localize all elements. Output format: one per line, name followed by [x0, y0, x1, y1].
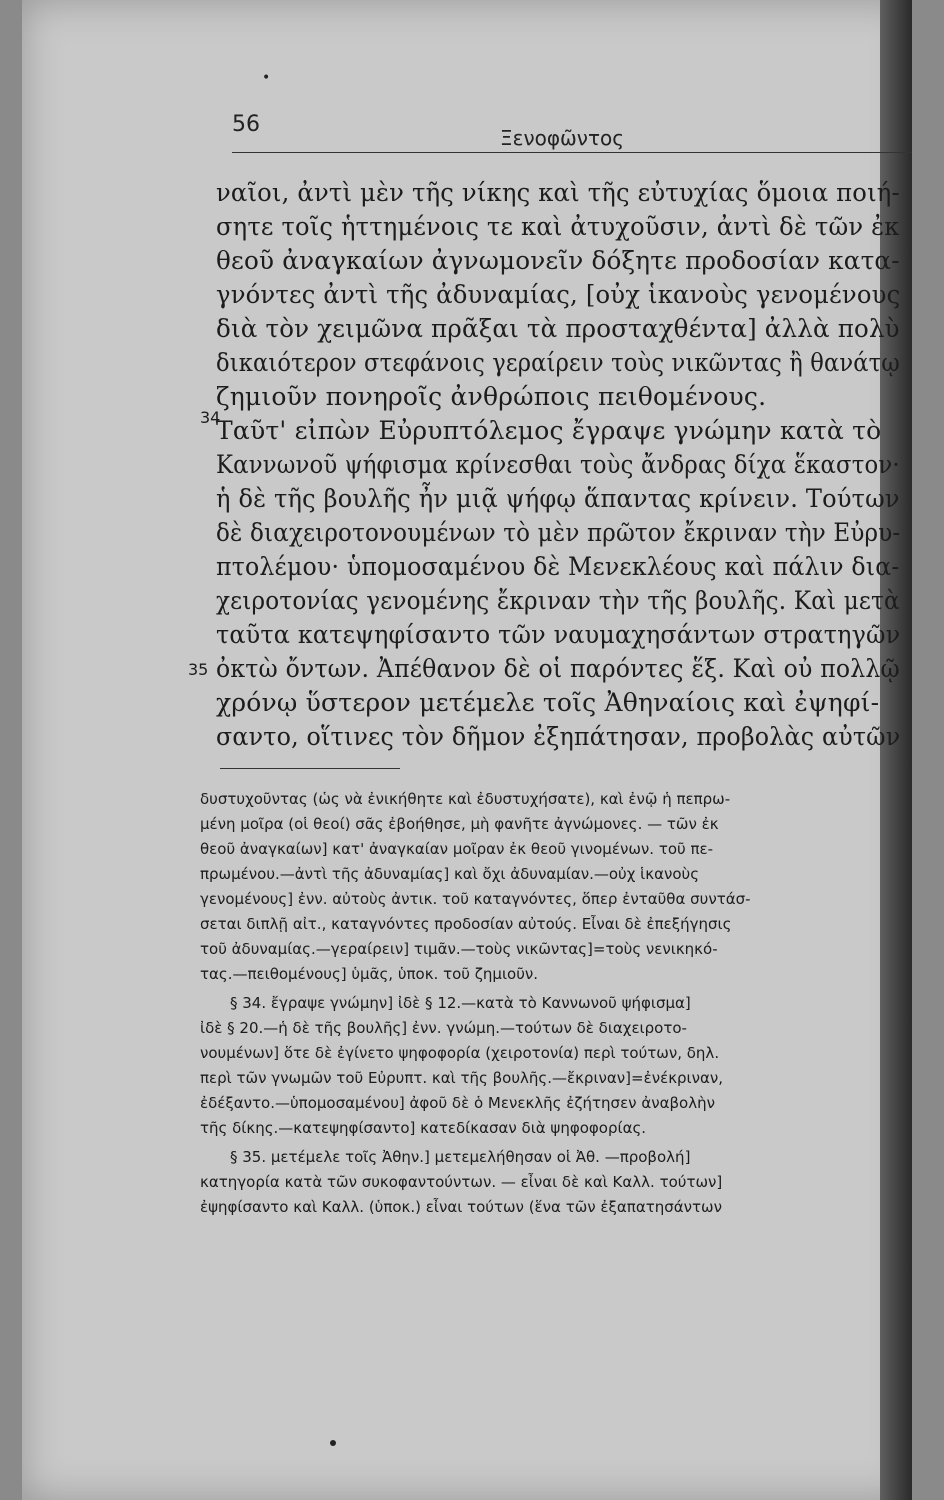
note-line: μένη μοῖρα (οἱ θεοί) σᾶς ἐβοήθησε, μὴ φανῆτε ἀγνώμονες. — τῶν ἐκ [200, 815, 719, 833]
main-line: γνόντες ἀντὶ τῆς ἀδυναμίας, [οὐχ ἱκανοὺς γενομένους [216, 280, 901, 309]
note-line: πρωμένου.—ἀντὶ τῆς ἀδυναμίας] καὶ ὄχι ἀδυναμίαν.—οὐχ ἱκανοὺς [200, 865, 700, 883]
main-line: δικαιότερον στεφάνοις γεραίρειν τοὺς νικῶντας ἢ θανάτῳ [216, 348, 900, 377]
note-line: ἐψηφίσαντο καὶ Καλλ. (ὑποκ.) εἶναι τούτων (ἕνα τῶν ἐξαπατησάντων [200, 1198, 722, 1216]
section-marker-35: 35 [188, 660, 209, 679]
note-line: § 34. ἔγραψε γνώμην] ἰδὲ § 12.—κατὰ τὸ Καννωνοῦ ψήφισμα] [230, 994, 691, 1012]
note-line: περὶ τῶν γνωμῶν τοῦ Εὐρυπτ. καὶ τῆς βουλῆς.—ἔκριναν]=ἐνέκριναν, [200, 1069, 724, 1087]
main-line: πτολέμου· ὑπομοσαμένου δὲ Μενεκλέους καὶ πάλιν δια- [216, 552, 900, 581]
note-line: ἐδέξαντο.—ὑπομοσαμένου] ἀφοῦ δὲ ὁ Μενεκλῆς ἐζήτησεν ἀναβολὴν [200, 1094, 715, 1112]
main-line: σαντο, οἵτινες τὸν δῆμον ἐξηπάτησαν, προβολὰς αὐτῶν [216, 722, 901, 751]
main-line: Ταῦτ' εἰπὼν Εὐρυπτόλεμος ἔγραψε γνώμην κατὰ τὸ [216, 416, 882, 445]
page-header [232, 112, 912, 153]
main-line: ναῖοι, ἀντὶ μὲν τῆς νίκης καὶ τῆς εὐτυχίας ὅμοια ποιή- [216, 178, 900, 207]
note-line: τας.—πειθομένους] ὑμᾶς, ὑποκ. τοῦ ζημιοῦν. [200, 965, 539, 983]
note-line: σεται διπλῇ αἰτ., καταγνόντες προδοσίαν αὐτούς. Εἶναι δὲ ἐπεξήγησις [200, 915, 732, 933]
page-number: 56 [232, 112, 260, 137]
main-line: ζημιοῦν πονηροῖς ἀνθρώποις πειθομένους. [216, 382, 767, 411]
main-line: σητε τοῖς ἡττημένοις τε καὶ ἀτυχοῦσιν, ἀντὶ δὲ τῶν ἐκ [216, 212, 900, 241]
main-line: Καννωνοῦ ψήφισμα κρίνεσθαι τοὺς ἄνδρας δίχα ἕκαστον· [216, 450, 900, 479]
main-line: χρόνῳ ὕστερον μετέμελε τοῖς Ἀθηναίοις καὶ ἐψηφί- [216, 688, 880, 717]
ink-dot: • [262, 70, 271, 86]
note-line: τῆς δίκης.—κατεψηφίσαντο] κατεδίκασαν διὰ ψηφοφορίας. [200, 1119, 647, 1137]
running-title: Ξενοφῶντος [500, 126, 624, 150]
note-line: τοῦ ἀδυναμίας.—γεραίρειν] τιμᾶν.—τοὺς νικῶντας]=τοὺς νενικηκό- [200, 940, 718, 958]
ink-smudge [330, 1440, 336, 1446]
note-line: ἰδὲ § 20.—ἡ δὲ τῆς βουλῆς] ἐνν. γνώμη.—τούτων δὲ διαχειροτο- [200, 1019, 687, 1037]
note-line: κατηγορία κατὰ τῶν συκοφαντούντων. — εἶναι δὲ καὶ Καλλ. τούτων] [200, 1173, 723, 1191]
note-line: δυστυχοῦντας (ὡς νὰ ἐνικήθητε καὶ ἐδυστυχήσατε), καὶ ἐνῷ ἡ πεπρω- [200, 790, 731, 808]
main-line: χειροτονίας γενομένης ἔκριναν τὴν τῆς βουλῆς. Καὶ μετὰ [216, 586, 900, 615]
main-line: ταῦτα κατεψηφίσαντο τῶν ναυμαχησάντων στρατηγῶν [216, 620, 901, 649]
note-line: § 35. μετέμελε τοῖς Ἀθην.] μετεμελήθησαν οἱ Ἀθ. —προβολή] [230, 1148, 691, 1166]
note-line: γενομένους] ἐνν. αὐτοὺς ἀντικ. τοῦ καταγνόντες, ὅπερ ἐνταῦθα συντάσ- [200, 890, 751, 908]
note-line: θεοῦ ἀναγκαίων] κατ' ἀναγκαίαν μοῖραν ἐκ θεοῦ γινομένων. τοῦ πε- [200, 840, 714, 858]
footnote-rule [220, 768, 400, 769]
main-line: ὀκτὼ ὄντων. Ἀπέθανον δὲ οἱ παρόντες ἕξ. Καὶ οὐ πολλῷ [216, 654, 900, 683]
main-line: θεοῦ ἀναγκαίων ἀγνωμονεῖν δόξητε προδοσίαν κατα- [216, 246, 900, 275]
main-line: δὲ διαχειροτονουμένων τὸ μὲν πρῶτον ἔκριναν τὴν Εὐρυ- [216, 518, 901, 547]
main-line: διὰ τὸν χειμῶνα πρᾶξαι τὰ προσταχθέντα] ἀλλὰ πολὺ [216, 314, 900, 343]
section-marker-34: 34 [200, 408, 221, 427]
main-line: ἡ δὲ τῆς βουλῆς ἦν μιᾷ ψήφῳ ἅπαντας κρίνειν. Τούτων [216, 484, 900, 513]
note-line: νουμένων] ὅτε δὲ ἐγίνετο ψηφοφορία (χειροτονία) περὶ τούτων, δηλ. [200, 1044, 720, 1062]
